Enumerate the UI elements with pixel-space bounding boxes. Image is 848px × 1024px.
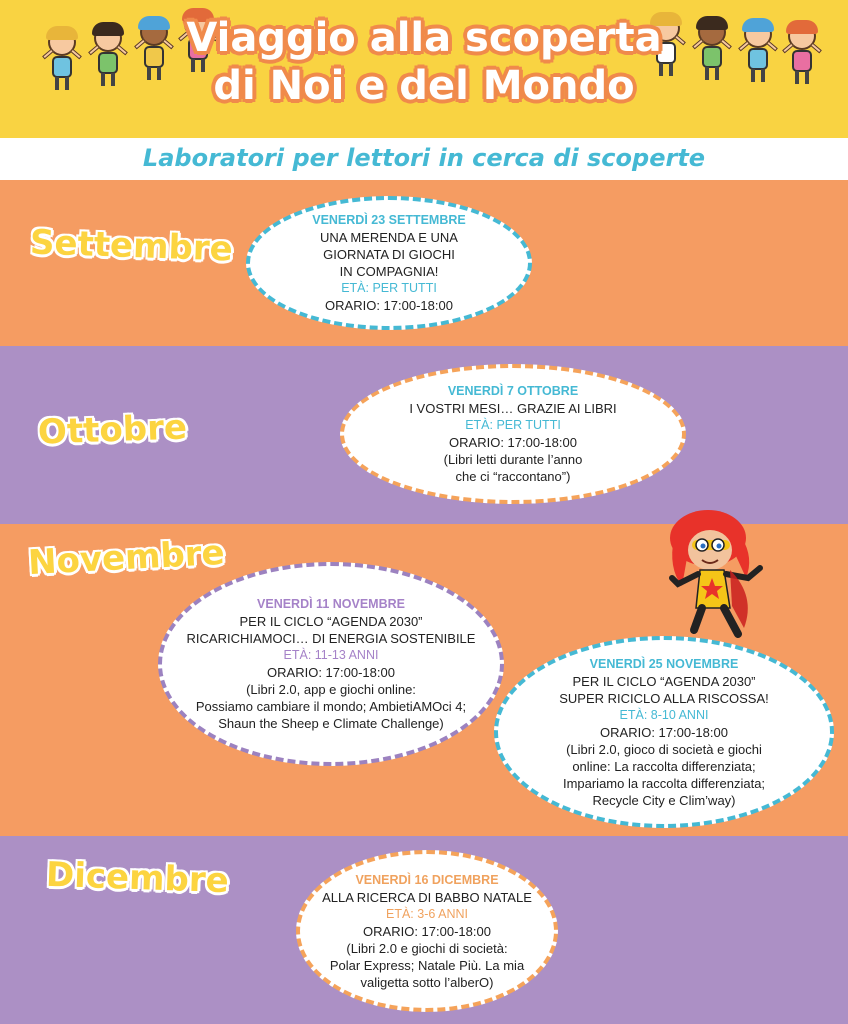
event-time: ORARIO: 17:00-18:00 [267, 665, 395, 680]
page-subtitle: Laboratori per lettori in cerca di scoperte [142, 144, 706, 172]
event-title-line: UNA MERENDA E UNA [320, 230, 458, 245]
subtitle-band [0, 138, 848, 180]
event-date: VENERDÌ 11 NOVEMBRE [257, 597, 405, 611]
event-title-line: PER IL CICLO “AGENDA 2030” [239, 614, 423, 629]
event-title-line: IN COMPAGNIA! [339, 264, 439, 279]
event-age: ETÀ: PER TUTTI [465, 418, 561, 432]
month-label-dicembre: Dicembre [45, 854, 230, 902]
event-note-line: (Libri letti durante l’anno [443, 452, 583, 467]
month-label-ottobre: Ottobre [37, 407, 188, 453]
event-note-line: Shaun the Sheep e Climate Challenge) [218, 716, 444, 731]
event-age: ETÀ: 8-10 ANNI [619, 707, 709, 722]
event-time: ORARIO: 17:00-18:00 [600, 724, 728, 740]
event-title-line: SUPER RICICLO ALLA RISCOSSA! [559, 690, 769, 706]
event-title-line: ALLA RICERCA DI BABBO NATALE [322, 889, 532, 905]
event-note-line: Recycle City e Clim’way) [592, 792, 736, 808]
event-date: VENERDÌ 23 SETTEMBRE [312, 213, 466, 227]
event-age: ETÀ: PER TUTTI [341, 281, 437, 295]
event-card-nov-25 [494, 636, 834, 828]
event-date: VENERDÌ 16 DICEMBRE [355, 872, 499, 887]
superhero-girl-icon [668, 508, 768, 643]
event-note-line: (Libri 2.0, gioco di società e giochi [566, 741, 762, 757]
event-note-line: (Libri 2.0, app e giochi online: [246, 682, 416, 697]
event-title-line: GIORNATA DI GIOCHI [323, 247, 455, 262]
event-card-oct-7 [340, 364, 686, 504]
event-age: ETÀ: 11-13 ANNI [283, 648, 379, 662]
event-note-line: Impariamo la raccolta differenziata; [562, 775, 766, 791]
event-note-line: (Libri 2.0 e giochi di società: [346, 940, 508, 956]
page-title [0, 14, 848, 110]
event-note-line: Possiamo cambiare il mondo; AmbietiAMOci 4; [195, 699, 467, 714]
event-age: ETÀ: 3-6 ANNI [386, 906, 468, 921]
event-title-line: RICARICHIAMOCI… DI ENERGIA SOSTENIBILE [186, 631, 476, 646]
event-card-nov-11 [158, 562, 504, 766]
event-note-line: online: La raccolta differenziata; [572, 758, 756, 774]
title-line-2: di Noi e del Mondo [213, 63, 635, 109]
event-title-line: PER IL CICLO “AGENDA 2030” [572, 673, 756, 689]
event-title-line: I VOSTRI MESI… GRAZIE AI LIBRI [409, 401, 617, 416]
event-card-sep-23 [246, 196, 532, 330]
event-time: ORARIO: 17:00-18:00 [325, 298, 453, 313]
event-note-line: valigetta sotto l’alberO) [360, 974, 494, 990]
month-label-novembre: Novembre [27, 532, 226, 584]
event-note-line: Polar Express; Natale Più. La mia [329, 957, 525, 973]
header-banner [0, 0, 848, 138]
event-time: ORARIO: 17:00-18:00 [449, 435, 577, 450]
event-date: VENERDÌ 25 NOVEMBRE [589, 656, 739, 671]
event-date: VENERDÌ 7 OTTOBRE [447, 384, 579, 398]
event-time: ORARIO: 17:00-18:00 [363, 923, 491, 939]
month-label-settembre: Settembre [29, 222, 234, 270]
event-card-dec-16 [296, 850, 558, 1012]
event-note-line: che ci “raccontano”) [455, 469, 571, 484]
title-line-1: Viaggio alla scoperta [186, 15, 662, 61]
